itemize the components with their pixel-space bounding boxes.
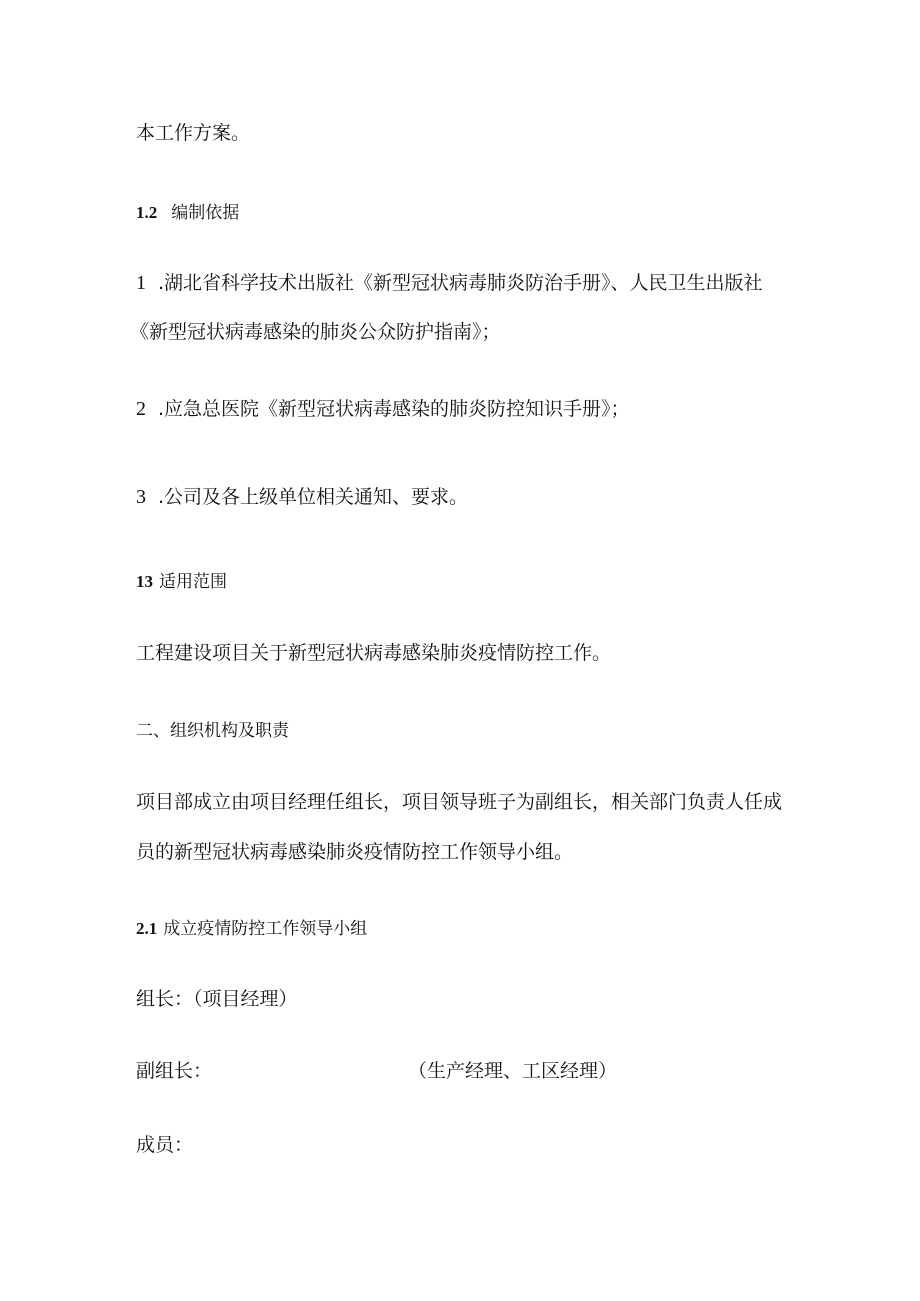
- org-paragraph-line1: 项目部成立由项目经理任组长，项目领导班子为副组长，相关部门负责人任成: [136, 791, 783, 813]
- list-number: 2: [136, 398, 146, 420]
- section-title: 成立疫情防控工作领导小组: [163, 919, 368, 939]
- deputy-label: 副组长：: [136, 1060, 213, 1082]
- list-text: .公司及各上级单位相关通知、要求。: [158, 486, 469, 508]
- section-number: 2.1: [136, 919, 158, 938]
- section-number: 13: [136, 572, 153, 591]
- list-text: .湖北省科学技术出版社《新型冠状病毒肺炎防治手册》、人民卫生出版社: [158, 272, 763, 294]
- basis-item-2: [136, 397, 630, 421]
- basis-item-1-line2: 《新型冠状病毒感染的肺炎公众防护指南》；: [130, 321, 501, 343]
- org-paragraph-line2: 员的新型冠状病毒感染肺炎疫情防控工作领导小组。: [136, 841, 574, 863]
- section-title: 编制依据: [171, 203, 240, 223]
- list-text: .应急总医院《新型冠状病毒感染的肺炎防控知识手册》；: [158, 398, 630, 420]
- deputy-note: （生产经理、工区经理）: [408, 1060, 618, 1082]
- section-1-3-heading: [136, 570, 227, 594]
- list-number: 1: [136, 272, 146, 294]
- leader-line: 组长：（项目经理）: [136, 988, 298, 1010]
- section-2-1-heading: [136, 917, 367, 941]
- section-1-2-heading: [136, 201, 239, 225]
- basis-item-1-line1: [136, 271, 763, 295]
- deputy-line: [136, 1059, 212, 1083]
- section-number: 1.2: [136, 203, 158, 222]
- basis-item-3: [136, 485, 468, 509]
- section-title: 适用范围: [159, 572, 227, 592]
- intro-tail-text: 本工作方案。: [136, 122, 251, 144]
- list-number: 3: [136, 486, 146, 508]
- chapter-2-heading: 二、组织机构及职责: [136, 721, 289, 741]
- members-line: 成员：: [136, 1134, 194, 1156]
- scope-paragraph: 工程建设项目关于新型冠状病毒感染肺炎疫情防控工作。: [136, 642, 612, 664]
